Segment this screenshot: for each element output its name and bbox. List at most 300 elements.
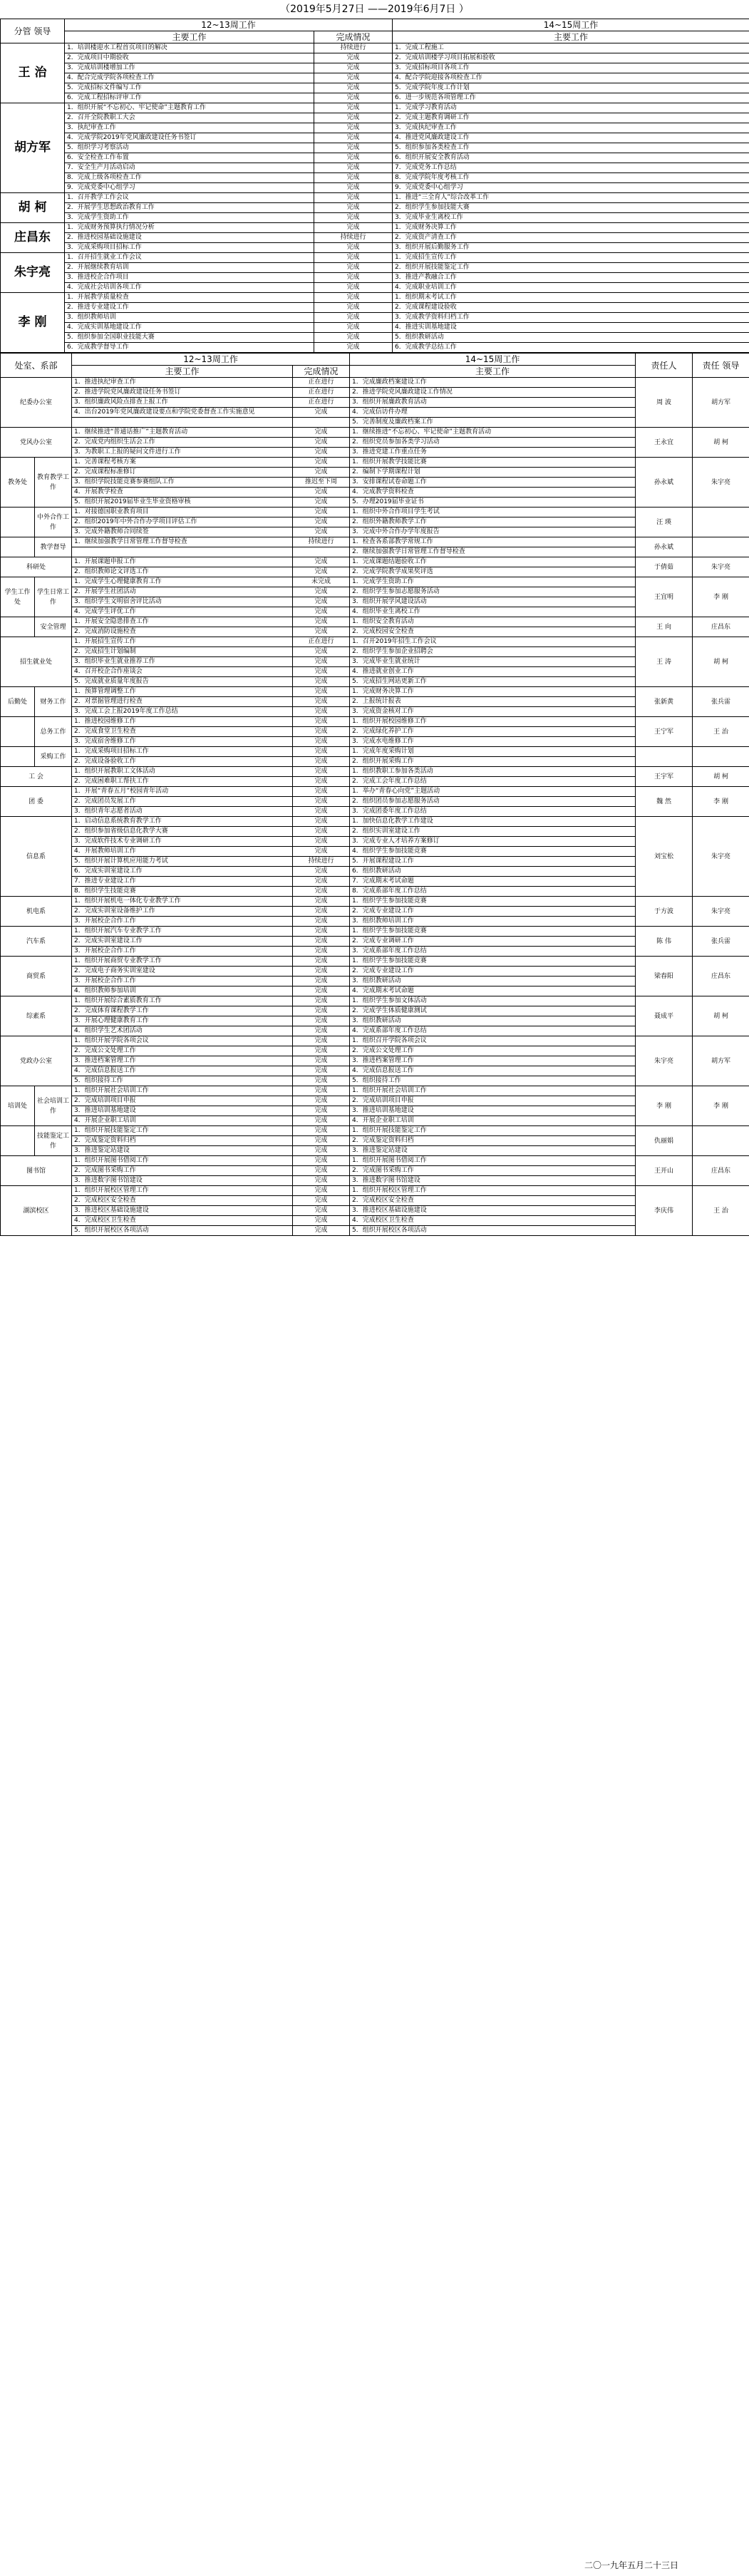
week2-task: 1．组织开展图书借阅工作: [350, 1156, 636, 1166]
week2-task: 2．组织开展技能鉴定工作: [393, 263, 749, 273]
week1-task: 3．完成采购项目招标工作: [65, 243, 314, 253]
task-status: 完成: [293, 557, 350, 567]
week1-task: 8．组织学生技能竞赛: [72, 887, 293, 897]
week1-task: 2．对票据管理进行检查: [72, 697, 293, 707]
table-row: [1, 213, 749, 223]
week2-task: 3．组织教研活动: [350, 1016, 636, 1026]
date-range: （2019年5月27日 ——2019年6月7日 ）: [280, 4, 469, 15]
week1-task: 2．完成校区安全检查: [72, 1196, 293, 1206]
week2-task: 3．推进培训基地建设: [350, 1106, 636, 1116]
week1-task: 1．组织开展技能鉴定工作: [72, 1126, 293, 1136]
table-row: [1, 243, 749, 253]
week1-task: 4．组织学生艺术团活动: [72, 1026, 293, 1036]
week2-task: 7．完成党务工作总结: [393, 163, 749, 173]
sub-department-name: 社会培训工作: [35, 1086, 72, 1126]
week1-task: 5．组织开展计算机应用能力考试: [72, 857, 293, 867]
task-status: 完成: [314, 323, 393, 333]
table-row: [1, 787, 749, 797]
sub-department-name: 教育教学工作: [35, 458, 72, 508]
task-status: 完成: [293, 837, 350, 847]
week2-task: 1．组织开展技能鉴定工作: [350, 1126, 636, 1136]
task-status: 正在进行: [293, 637, 350, 647]
department-name: [1, 1126, 35, 1156]
task-status: 完成: [293, 1056, 350, 1066]
table-row: [1, 313, 749, 323]
week2-task: 2．完成培训楼学习项目拓展和验收: [393, 53, 749, 63]
week2-task: 3．组织教研活动: [350, 977, 636, 986]
task-status: 完成: [293, 907, 350, 917]
week1-task: 1．组织开展综合素质教育工作: [72, 996, 293, 1006]
task-status: 完成: [293, 687, 350, 697]
task-status: 完成: [314, 143, 393, 153]
sub-department-name: 财务工作: [35, 687, 72, 717]
task-status: 完成: [293, 1026, 350, 1036]
leader-name: 庄昌东: [1, 223, 65, 253]
week2-task: 4．完成信访件办理: [350, 408, 636, 418]
week1-task: 1．开展课题申报工作: [72, 557, 293, 567]
week2-task: 8．完成系部年度工作总结: [350, 887, 636, 897]
week2-task: 1．举办“青春心向党”主题活动: [350, 787, 636, 797]
main-work-header: 主要工作: [65, 31, 314, 43]
week2-task: 2．完成鉴定资料归档: [350, 1136, 636, 1146]
week1-task: 1．开展招生宣传工作: [72, 637, 293, 647]
week1-task: 6．安全检查工作布置: [65, 153, 314, 163]
responsible-person: 梁春阳: [636, 957, 693, 996]
sub-department-name: 安全管理: [35, 617, 72, 637]
week1-task: 2．完成团员发展工作: [72, 797, 293, 807]
week2-task: 3．安排课程试卷命题工作: [350, 478, 636, 488]
task-status: 完成: [314, 83, 393, 93]
task-status: 完成: [314, 213, 393, 223]
table-row: [1, 103, 749, 113]
table-row: [1, 508, 749, 517]
sub-department-name: 学生日常工作: [35, 577, 72, 617]
week2-task: 1．完成年度采购计划: [350, 747, 636, 757]
week2-task: 1．组织教职工参加各类活动: [350, 767, 636, 777]
department-name: 纪委办公室: [1, 378, 72, 428]
responsible-leader: 胡方军: [693, 1036, 749, 1086]
week1-task: 1．推进校园维修工作: [72, 717, 293, 727]
table-row: [1, 183, 749, 193]
responsible-leader: 胡 柯: [693, 637, 749, 687]
task-status: 完成: [293, 627, 350, 637]
task-status: 完成: [293, 1006, 350, 1016]
week2-task: 1．完成财务决算工作: [393, 223, 749, 233]
sub-department-name: 教学督导: [35, 537, 72, 557]
table-row: [1, 817, 749, 827]
responsible-person: 汪 瑛: [636, 508, 693, 537]
week1-task: 3．推进鉴定站建设: [72, 1146, 293, 1156]
table-row: [1, 927, 749, 937]
week1-task: 4．开展教师培训工作: [72, 847, 293, 857]
department-name: 科研处: [1, 557, 72, 577]
week2-task: 4．开展企业职工培训: [350, 1116, 636, 1126]
department-name: 汽车系: [1, 927, 72, 957]
week2-task: 2．组织开展采购工作: [350, 757, 636, 767]
table-row: [1, 323, 749, 333]
task-status: 完成: [293, 777, 350, 787]
table-row: [1, 1036, 749, 1046]
week2-task: 3．推进档案管理工作: [350, 1056, 636, 1066]
week2-task: 3．完成系部年度工作总结: [350, 947, 636, 957]
week1-task: 2．完成设备验收工作: [72, 757, 293, 767]
task-status: 完成: [293, 597, 350, 607]
department-name: [1, 747, 35, 767]
week1-task: 2．完成电子商务实训室建设: [72, 967, 293, 977]
week2-task: 2．完成专业建设工作: [350, 907, 636, 917]
week2-task: 2．完成学生体质健康测试: [350, 1006, 636, 1016]
responsible-leader: [693, 1126, 749, 1156]
week2-task: 2．完成学院教学成果奖评选: [350, 567, 636, 577]
task-status: 完成: [314, 303, 393, 313]
responsible-leader: 李 刚: [693, 577, 749, 617]
week2-task: 5．组织开展校区各项活动: [350, 1226, 636, 1236]
task-status: 完成: [293, 707, 350, 717]
week1-task: 3．组织学生文明宿舍评比活动: [72, 597, 293, 607]
task-status: 完成: [293, 567, 350, 577]
table-row: [1, 143, 749, 153]
responsible-person: 张新黄: [636, 687, 693, 717]
week1-task: 1．组织开展社会培训工作: [72, 1086, 293, 1096]
week1-task: 3．完成培训楼增加工作: [65, 63, 314, 73]
week1-task: 5．组织开展2019届毕业生毕业资格审核: [72, 498, 293, 508]
week1-task: 3．组织廉政风险点排查上报工作: [72, 398, 293, 408]
week1-task: 3．完成学生资助工作: [65, 213, 314, 223]
week1-task: 3．完成宿舍维修工作: [72, 737, 293, 747]
table-row: [1, 263, 749, 273]
department-name: [1, 508, 35, 537]
week1-header-b: 12~13周工作: [72, 354, 350, 366]
week2-task: 3．组织开展廉政教育活动: [350, 398, 636, 408]
task-status: 完成: [314, 333, 393, 343]
week1-task: 1．推进执纪审查工作: [72, 378, 293, 388]
lead-header: 责任 领导: [693, 354, 749, 378]
task-status: 完成: [314, 73, 393, 83]
week1-task: 2．完成招生计划编制: [72, 647, 293, 657]
week2-task: 1．组织开展社会培训工作: [350, 1086, 636, 1096]
task-status: 完成: [293, 448, 350, 458]
task-status: 完成: [314, 273, 393, 283]
week1-task: 2．组织2019年中外合作办学项目评估工作: [72, 517, 293, 527]
week1-task: 3．推进校企合作项目: [65, 273, 314, 283]
table-row: [1, 1086, 749, 1096]
responsible-person: 魏 然: [636, 787, 693, 817]
task-status: 完成: [293, 927, 350, 937]
responsible-leader: 胡方军: [693, 378, 749, 428]
task-status: [293, 547, 350, 557]
department-name: [1, 717, 35, 747]
week1-task: 2．完成实训室设备维护工作: [72, 907, 293, 917]
responsible-person: 陈 伟: [636, 927, 693, 957]
week1-task: 1．开展“青春五月”校园青年活动: [72, 787, 293, 797]
table-row: [1, 203, 749, 213]
responsible-person: 王宜明: [636, 577, 693, 617]
task-status: 完成: [293, 947, 350, 957]
table-row: [1, 897, 749, 907]
sub-department-name: 采购工作: [35, 747, 72, 767]
week1-task: 2．完成培训项目申报: [72, 1096, 293, 1106]
task-status: 完成: [293, 1186, 350, 1196]
table-row: [1, 123, 749, 133]
responsible-leader: 胡 柯: [693, 996, 749, 1036]
week2-task: 4．完成教学资料检查: [350, 488, 636, 498]
week1-task: 1．预算管理调整工作: [72, 687, 293, 697]
task-status: 完成: [293, 797, 350, 807]
responsible-person: 王 涛: [636, 637, 693, 687]
responsible-person: 王 向: [636, 617, 693, 637]
department-name: [1, 617, 35, 637]
task-status: 完成: [293, 617, 350, 627]
week1-task: 4．组织教师参加培训: [72, 986, 293, 996]
task-status: 完成: [293, 847, 350, 857]
department-name: 学生工作处: [1, 577, 35, 617]
task-status: 完成: [293, 468, 350, 478]
week1-task: [72, 418, 293, 428]
week2-task: 2．组织党员参加各类学习活动: [350, 438, 636, 448]
task-status: 完成: [293, 937, 350, 947]
department-name: 教务处: [1, 458, 35, 508]
responsible-leader: 张兵雷: [693, 687, 749, 717]
week1-task: 4．配合完成学院各项检查工作: [65, 73, 314, 83]
status-header: 完成情况: [314, 31, 393, 43]
week2-task: 3．完成中外合作办学年度报告: [350, 527, 636, 537]
week2-task: 1．组织开展校园维修工作: [350, 717, 636, 727]
week1-task: 9．完成党委中心组学习: [65, 183, 314, 193]
leader-name: 朱宇亮: [1, 253, 65, 293]
task-status: 完成: [314, 263, 393, 273]
week2-task: 4．完成信息报送工作: [350, 1066, 636, 1076]
table-row: [1, 223, 749, 233]
table-row: [1, 637, 749, 647]
task-status: 持续进行: [314, 43, 393, 53]
task-status: 完成: [293, 1226, 350, 1236]
week2-task: 4．配合学院迎接各项检查工作: [393, 73, 749, 83]
week2-task: 4．组织学生参加技能竞赛: [350, 847, 636, 857]
week2-task: 2．组织实训室建设工作: [350, 827, 636, 837]
week2-task: 2．完成专业调研工作: [350, 937, 636, 947]
week1-task: 1．启动信息系统教育教学工作: [72, 817, 293, 827]
responsible-person: 周 波: [636, 378, 693, 428]
week2-task: 3．完成招标项目各项工作: [393, 63, 749, 73]
week2-task: 4．完成系部年度工作总结: [350, 1026, 636, 1036]
week1-task: 2．完成项目中期验收: [65, 53, 314, 63]
week2-task: 5．开展课程建设工作: [350, 857, 636, 867]
week2-task: 3．组织教师培训工作: [350, 917, 636, 927]
task-status: 完成: [293, 1166, 350, 1176]
task-status: 完成: [293, 767, 350, 777]
week2-task: 6．组织开展安全教育活动: [393, 153, 749, 163]
week1-task: 1．开展教学质量检查: [65, 293, 314, 303]
department-name: 团 委: [1, 787, 72, 817]
week2-task: 5．组织接待工作: [350, 1076, 636, 1086]
week2-task: 5．组织参加各类检查工作: [393, 143, 749, 153]
responsible-leader: 李 刚: [693, 787, 749, 817]
responsible-leader: [693, 508, 749, 537]
responsible-leader: 王 治: [693, 1186, 749, 1236]
week2-task: 2．组织学生参加企业招聘会: [350, 647, 636, 657]
table-row: [1, 273, 749, 283]
week2-task: 2．完成校园安全检查: [350, 627, 636, 637]
task-status: 完成: [293, 996, 350, 1006]
task-status: 完成: [293, 867, 350, 877]
week2-task: 4．推进实训基地建设: [393, 323, 749, 333]
week1-task: 3．推进档案管理工作: [72, 1056, 293, 1066]
week2-task: 2．完成资产清查工作: [393, 233, 749, 243]
task-status: 完成: [293, 917, 350, 927]
week2-task: 3．完成团委年度工作总结: [350, 807, 636, 817]
main-work-header-2: 主要工作: [393, 31, 749, 43]
responsible-person: 聂成平: [636, 996, 693, 1036]
status-header-b: 完成情况: [293, 366, 350, 378]
week2-task: 4．推进就业创业工作: [350, 667, 636, 677]
task-status: 完成: [293, 498, 350, 508]
week1-task: 2．推进学院党风廉政建设任务书签订: [72, 388, 293, 398]
week2-task: 6．进一步规范各项管理工作: [393, 93, 749, 103]
week2-task: 6．组织教研活动: [350, 867, 636, 877]
week2-task: 4．完成期末考试命题: [350, 986, 636, 996]
table-row: [1, 253, 749, 263]
week2-task: 2．完成图书采购工作: [350, 1166, 636, 1176]
task-status: 完成: [293, 1076, 350, 1086]
task-status: 完成: [314, 183, 393, 193]
week2-task: 2．推进学院党风廉政建设工作情况: [350, 388, 636, 398]
task-status: 完成: [314, 243, 393, 253]
responsible-person: 于方波: [636, 897, 693, 927]
responsible-leader: 朱宇亮: [693, 817, 749, 897]
main-work-header-b2: 主要工作: [350, 366, 636, 378]
week2-task: 5．完成招生网站更新工作: [350, 677, 636, 687]
responsible-leader: 朱宇亮: [693, 557, 749, 577]
task-status: 完成: [314, 203, 393, 213]
table-row: [1, 1126, 749, 1136]
week1-task: 1．组织开展图书借阅工作: [72, 1156, 293, 1166]
week2-task: 3．完成毕业生就业统计: [350, 657, 636, 667]
task-status: 完成: [293, 727, 350, 737]
task-status: 完成: [293, 607, 350, 617]
week1-task: 4．开展教学检查: [72, 488, 293, 498]
department-name: 综素系: [1, 996, 72, 1036]
week2-task: 5．完成学院年度工作计划: [393, 83, 749, 93]
table-row: [1, 537, 749, 547]
responsible-leader: 胡 柯: [693, 428, 749, 458]
task-status: 完成: [293, 1176, 350, 1186]
week2-header: 14~15周工作: [393, 19, 749, 31]
responsible-leader: 朱宇亮: [693, 897, 749, 927]
week1-task: 1．组织开展汽车专业教学工作: [72, 927, 293, 937]
week1-task: 2．完成党内组织生活会工作: [72, 438, 293, 448]
task-status: 持续进行: [293, 857, 350, 867]
week2-task: 2．组织学生参加技能大赛: [393, 203, 749, 213]
table-row: [1, 283, 749, 293]
table-row: [1, 687, 749, 697]
task-status: 完成: [314, 133, 393, 143]
week1-task: 3．组织青年志愿者活动: [72, 807, 293, 817]
responsible-leader: 庄昌东: [693, 1156, 749, 1186]
week2-task: 1．组织召开学院各项会议: [350, 1036, 636, 1046]
week1-task: 2．组织教师论文评选工作: [72, 567, 293, 577]
task-status: 正在进行: [293, 388, 350, 398]
responsible-person: 朱宇亮: [636, 1036, 693, 1086]
week2-task: 2．组织学生参加志愿服务活动: [350, 587, 636, 597]
department-name: 工 会: [1, 767, 72, 787]
task-status: 完成: [293, 717, 350, 727]
table-row: [1, 193, 749, 203]
week2-task: 1．组织学生参加技能竞赛: [350, 927, 636, 937]
week1-task: 3．组织毕业生就业推荐工作: [72, 657, 293, 667]
week2-task: 4．完成校区卫生检查: [350, 1216, 636, 1226]
task-status: 完成: [293, 1136, 350, 1146]
week2-task: 2．继续加强教学日常管理工作督导检查: [350, 547, 636, 557]
week2-task: 1．推进“三全育人”综合改革工作: [393, 193, 749, 203]
week2-task: 5．办理2019届毕业证书: [350, 498, 636, 508]
task-status: 完成: [293, 677, 350, 687]
week2-task: 2．完成绿化养护工作: [350, 727, 636, 737]
table-row: [1, 767, 749, 777]
week2-task: 5．完善制度及廉政档案工作: [350, 418, 636, 428]
department-name: 图书馆: [1, 1156, 72, 1186]
task-status: 完成: [293, 1126, 350, 1136]
week1-task: 3．组织学院技能竞赛参赛组队工作: [72, 478, 293, 488]
task-status: 完成: [314, 163, 393, 173]
table-row: [1, 303, 749, 313]
week1-task: 1．开展安全隐患排查工作: [72, 617, 293, 627]
task-status: 完成: [293, 1096, 350, 1106]
task-status: 正在进行: [293, 378, 350, 388]
week1-task: 4．完成校区卫生检查: [72, 1216, 293, 1226]
week2-task: 3．完成执纪审查工作: [393, 123, 749, 133]
department-name: 湖滨校区: [1, 1186, 72, 1236]
week2-task: 1．完成工程施工: [393, 43, 749, 53]
week1-task: 3．为教职工上报的疑问文件进行工作: [72, 448, 293, 458]
week2-task: 2．完成课程建设验收: [393, 303, 749, 313]
week2-task: 1．组织中外合作项目学生考试: [350, 508, 636, 517]
week1-task: 1．组织开展校区管理工作: [72, 1186, 293, 1196]
week1-task: 1．培训楼迎水工程首页项目的解决: [65, 43, 314, 53]
responsible-person: 孙永斌: [636, 458, 693, 508]
task-status: 完成: [314, 153, 393, 163]
week1-task: [72, 547, 293, 557]
week2-task: 2．编制下学期课程计划: [350, 468, 636, 478]
week1-task: 5．组织参加全国职业技能大赛: [65, 333, 314, 343]
week1-task: 1．组织开展商贸专业教学工作: [72, 957, 293, 967]
week1-task: 2．完成消防设施检查: [72, 627, 293, 637]
task-status: [293, 418, 350, 428]
week2-task: 3．推进校区基础设施建设: [350, 1206, 636, 1216]
responsible-header: 责任人: [636, 354, 693, 378]
week1-task: 2．完成食堂卫生检查: [72, 727, 293, 737]
week2-task: 1．完成廉政档案建设工作: [350, 378, 636, 388]
task-status: 完成: [293, 527, 350, 537]
week1-task: 7．安全生产月活动启动: [65, 163, 314, 173]
table-row: [1, 557, 749, 567]
week2-task: 3．推进产教融合工作: [393, 273, 749, 283]
table-row: [1, 617, 749, 627]
week2-task: 1．继续推进“不忘初心、牢记使命”主题教育活动: [350, 428, 636, 438]
main-work-header-b: 主要工作: [72, 366, 293, 378]
week1-task: 3．推进数字图书馆建设: [72, 1176, 293, 1186]
task-status: 完成: [293, 757, 350, 767]
task-status: 完成: [293, 877, 350, 887]
week1-task: 6．完成工程招标评审工作: [65, 93, 314, 103]
task-status: 完成: [293, 1146, 350, 1156]
table-row: [1, 458, 749, 468]
task-status: 完成: [293, 1156, 350, 1166]
week2-task: 2．组织团员参加志愿服务活动: [350, 797, 636, 807]
task-status: 完成: [314, 293, 393, 303]
week2-task: 3．组织开展学风建设活动: [350, 597, 636, 607]
task-status: 完成: [314, 283, 393, 293]
footer-date: 二〇一九年五月二十三日: [584, 2560, 679, 2570]
